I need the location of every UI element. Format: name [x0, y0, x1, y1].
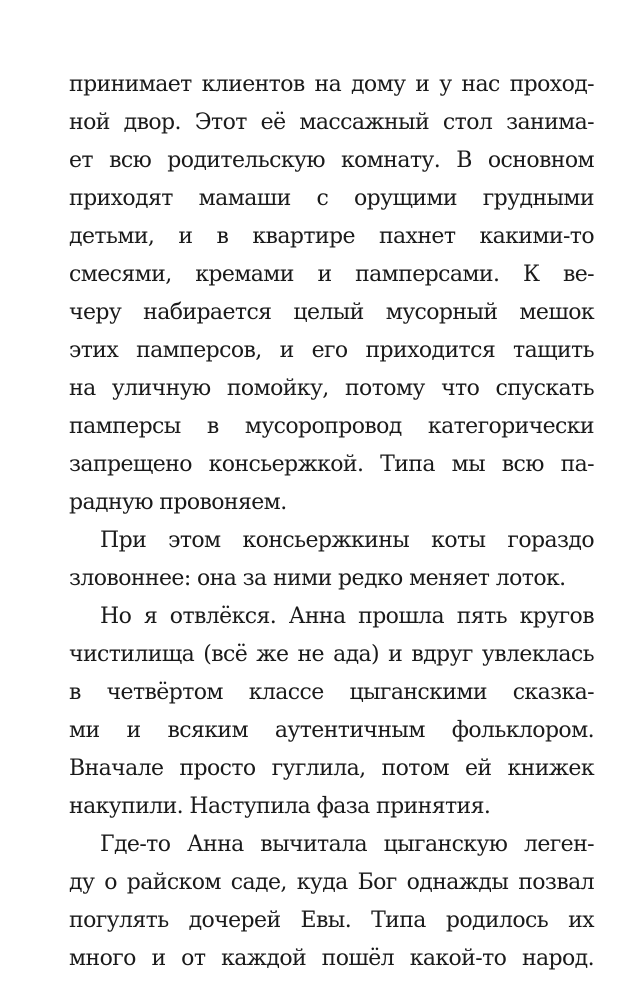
text-line: на уличную помойку, потому что спускать: [69, 376, 594, 401]
text-line: в четвёртом классе цыганскими сказка-: [69, 680, 594, 705]
text-line: При этом консьержкины коты гораздо: [100, 528, 594, 553]
text-line: много и от каждой пошёл какой-то народ.: [69, 946, 594, 971]
text-line: Где-то Анна вычитала цыганскую леген-: [100, 832, 594, 857]
text-line: смесями, кремами и памперсами. К ве-: [69, 262, 594, 287]
text-line: черу набирается целый мусорный мешок: [69, 300, 594, 325]
text-line: ду о райском саде, куда Бог однажды позвал: [69, 870, 594, 895]
text-line: чистилища (всё же не ада) и вдруг увлеклась: [69, 642, 594, 667]
text-line: погулять дочерей Евы. Типа родилось их: [69, 908, 594, 933]
text-line: принимает клиентов на дому и у нас проход-: [69, 72, 594, 97]
paragraph: [69, 522, 594, 598]
text-line: радную провоняем.: [69, 490, 287, 515]
paragraph: [69, 826, 594, 978]
text-line: ми и всяким аутентичным фольклором.: [69, 718, 594, 743]
text-line: ной двор. Этот её массажный стол занима-: [69, 110, 594, 135]
body-text: [69, 66, 594, 978]
text-line: этих памперсов, и его приходится тащить: [69, 338, 594, 363]
text-line: зловоннее: она за ними редко меняет лоток.: [69, 566, 566, 591]
text-line: ет всю родительскую комнату. В основном: [69, 148, 594, 173]
text-line: приходят мамаши с орущими грудными: [69, 186, 594, 211]
text-line: накупили. Наступила фаза принятия.: [69, 794, 491, 819]
paragraph: [69, 598, 594, 826]
text-line: запрещено консьержкой. Типа мы всю па-: [69, 452, 594, 477]
text-line: Вначале просто гуглила, потом ей книжек: [69, 756, 594, 781]
text-line: Но я отвлёкся. Анна прошла пять кругов: [100, 604, 594, 629]
text-line: детьми, и в квартире пахнет какими-то: [69, 224, 594, 249]
paragraph: [69, 66, 594, 522]
text-line: памперсы в мусоропровод категорически: [69, 414, 594, 439]
